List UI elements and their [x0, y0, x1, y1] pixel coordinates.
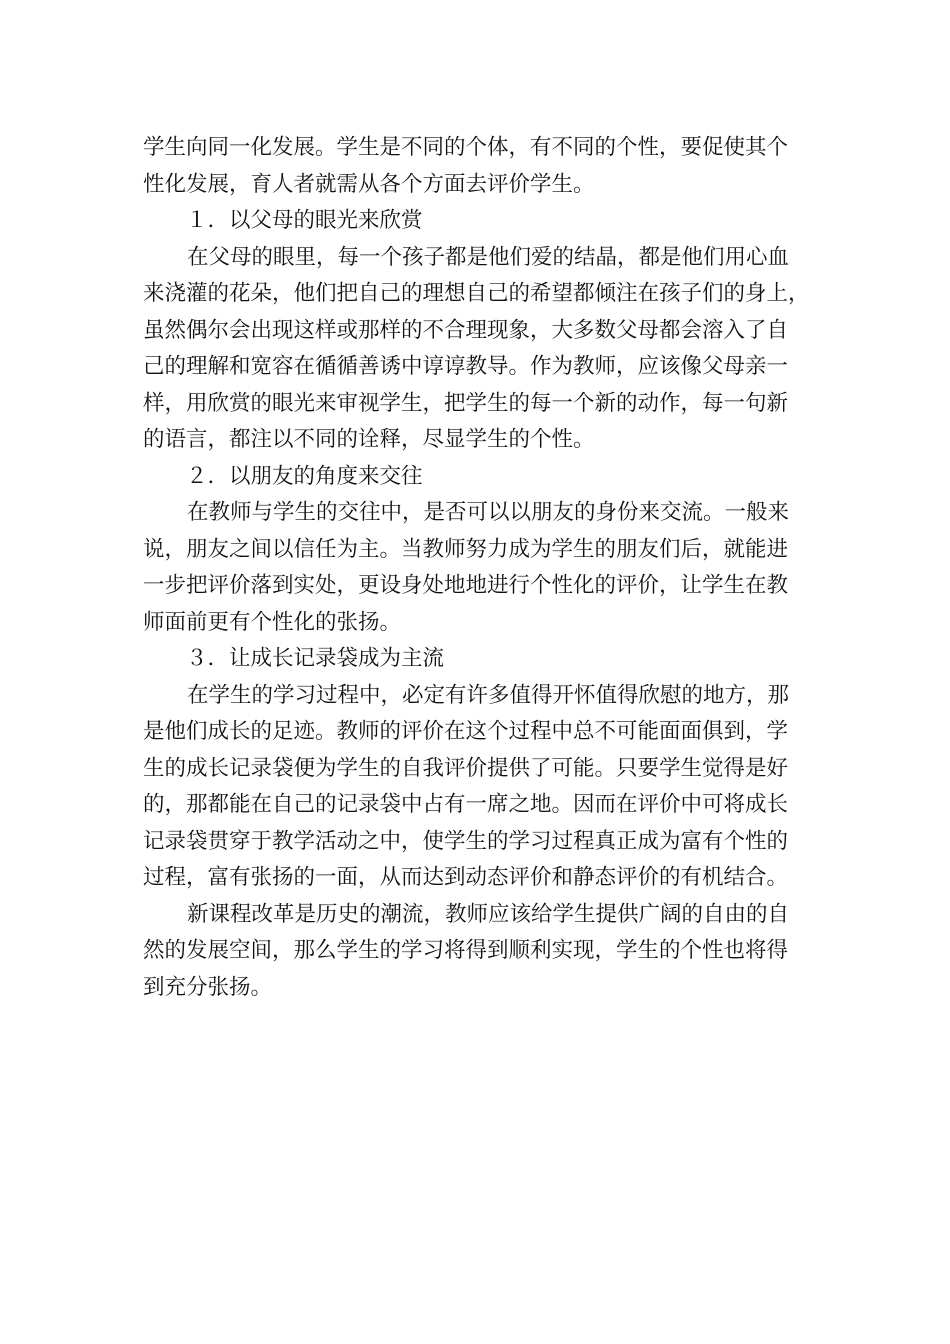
paragraph-first-line: 新课程改革是历史的潮流，教师应该给学生提供广阔的自由的自 — [187, 901, 790, 927]
section-heading: １．以父母的眼光来欣赏 — [186, 208, 423, 233]
text-line: 学生向同一化发展。学生是不同的个体，有不同的个性，要促使其个 — [143, 135, 789, 160]
document-body — [143, 130, 811, 1006]
text-line: 然的发展空间，那么学生的学习将得到顺利实现，学生的个性也将得 — [143, 938, 789, 963]
paragraph-first-line: 在教师与学生的交往中，是否可以以朋友的身份来交流。一般来 — [187, 500, 790, 525]
text-line: 样，用欣赏的眼光来审视学生，把学生的每一个新的动作，每一句新 — [143, 390, 789, 416]
text-line: 虽然偶尔会出现这样或那样的不合理现象，大多数父母都会溶入了自 — [143, 317, 789, 343]
text-line: 师面前更有个性化的张扬。 — [143, 609, 402, 635]
text-line: 到充分张扬。 — [143, 974, 273, 1000]
text-line: 是他们成长的足迹。教师的评价在这个过程中总不可能面面俱到，学 — [143, 719, 789, 744]
text-line: 说，朋友之间以信任为主。当教师努力成为学生的朋友们后，就能进 — [143, 536, 789, 562]
text-line: 性化发展，育人者就需从各个方面去评价学生。 — [143, 171, 595, 197]
text-line: 一步把评价落到实处，更设身处地地进行个性化的评价，让学生在教 — [143, 573, 789, 598]
text-line: 来浇灌的花朵，他们把自己的理想自己的希望都倾注在孩子们的身上， — [143, 281, 810, 306]
text-line: 的语言，都注以不同的诠释，尽显学生的个性。 — [143, 427, 595, 452]
paragraph-first-line: 在父母的眼里，每一个孩子都是他们爱的结晶，都是他们用心血 — [187, 244, 790, 270]
paragraph-first-line: 在学生的学习过程中，必定有许多值得开怀值得欣慰的地方，那 — [187, 682, 790, 708]
text-line: 己的理解和宽容在循循善诱中谆谆教导。作为教师，应该像父母亲一 — [143, 354, 789, 379]
section-heading: ２．以朋友的角度来交往 — [186, 463, 423, 489]
text-line: 的，那都能在自己的记录袋中占有一席之地。因而在评价中可将成长 — [143, 792, 789, 817]
text-line: 过程，富有张扬的一面，从而达到动态评价和静态评价的有机结合。 — [143, 865, 789, 890]
text-line: 记录袋贯穿于教学活动之中，使学生的学习过程真正成为富有个性的 — [143, 828, 789, 854]
text-line: 生的成长记录袋便为学生的自我评价提供了可能。只要学生觉得是好 — [143, 755, 789, 781]
section-heading: ３．让成长记录袋成为主流 — [186, 646, 445, 671]
